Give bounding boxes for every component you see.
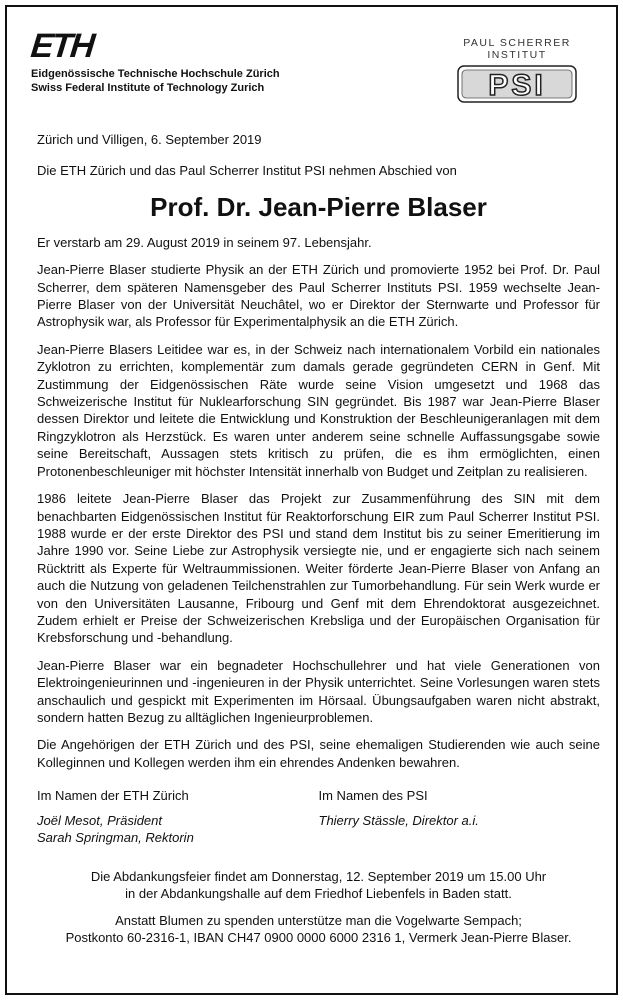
notice-body	[37, 131, 600, 946]
ceremony-info	[37, 868, 600, 902]
paragraph-psi-founding: 1986 leitete Jean-Pierre Blaser das Projekt zur Zusammenführung des SIN mit dem benachbarten Eidgenössischen Institut für Reaktorforschung EIR zum Paul Scherrer Institut PSI. 1988 wurde er der erste Direktor des PSI und stand dem Institut bis zu seiner Emeritierung im Jahre 1990 vor. Seine Liebe zur Astrophysik versiegte nie, und er engagierte sich nach seinem Rücktritt als Experte für Weltraummissionen. Weiter förderte Jean-Pierre Blaser von Anfang an auch die Nutzung von geladenen Teilchenstrahlen zur Tumorbehandlung. Für sein Werk wurde er von den Universitäten Lausanne, Fribourg und Genf mit dem Ehrendoktorat ausgezeichnet. Zudem erhielt er Preise der Schweizerischen Krebsliga und der Europäischen Organisation für Krebsforschung und -behandlung.	[37, 491, 600, 646]
signature-psi-heading: Im Namen des PSI	[318, 788, 428, 804]
ceremony-line-1: Die Abdankungsfeier findet am Donnerstag, 12. September 2019 um 15.00 Uhr	[90, 869, 547, 885]
donation-line-1: Anstatt Blumen zu spenden unterstütze man die Vogelwarte Sempach;	[115, 913, 522, 929]
signature-psi-director: Thierry Stässle, Direktor a.i.	[318, 813, 479, 829]
notice-frame	[5, 5, 618, 995]
paragraph-cyclotron: Jean-Pierre Blasers Leitidee war es, in der Schweiz nach internationalem Vorbild ein nationales Zyklotron zu errichten, komplementär zum damals gerade gegründeten CERN in Genf. Mit Zustimmung der Eidgenössischen Räte wurde seine Vision umgesetzt und 1968 das Schweizerische Institut für Nuklearforschung SIN gegründet. Bis 1987 war Jean-Pierre Blaser dessen Direktor und leitete die Entwicklung und Konstruktion der Beschleunigeranlagen mit dem Ringzyklotron als Herzstück. Es waren unter anderem seine schnelle Auffassungsgabe sowie seine Bereitschaft, Aussagen stets kritisch zu prüfen, die es ihm ermöglichten, einen Protonenbeschleuniger mit höchster Intensität innerhalb von Budget und Zeitplan zu realisieren.	[37, 341, 600, 479]
signature-eth-heading: Im Namen der ETH Zürich	[37, 788, 189, 804]
eth-name-german: Eidgenössische Technische Hochschule Zürich	[31, 68, 280, 80]
signatures	[37, 787, 600, 846]
paragraph-career: Jean-Pierre Blaser studierte Physik an der ETH Zürich und promovierte 1952 bei Prof. Dr. Paul Scherrer, dem späteren Namensgeber des Paul Scherrer Instituts PSI. 1959 wechselte Jean-Pierre Blaser von der Universität Neuchâtel, wo er Direktor der Sternwarte und Professor für Astrophysik war, als Professor für Experimentalphysik an die ETH Zürich.	[37, 262, 600, 330]
psi-logo	[457, 65, 577, 103]
ceremony-line-2: in der Abdankungshalle auf dem Friedhof Liebenfels in Baden statt.	[125, 886, 512, 902]
eth-logo: ETH	[29, 27, 95, 65]
signature-psi	[319, 787, 601, 846]
signature-eth-president: Joël Mesot, Präsident	[37, 813, 163, 829]
donation-info	[37, 912, 600, 946]
deceased-name: Prof. Dr. Jean-Pierre Blaser	[150, 191, 487, 222]
intro-line: Die ETH Zürich und das Paul Scherrer Institut PSI nehmen Abschied von	[37, 163, 457, 179]
death-date-line: Er verstarb am 29. August 2019 in seinem 97. Lebensjahr.	[37, 234, 372, 250]
footer	[37, 868, 600, 946]
psi-header	[442, 37, 592, 108]
psi-name: PAUL SCHERRER INSTITUT	[463, 37, 571, 61]
paragraph-teaching: Jean-Pierre Blaser war ein begnadeter Hochschullehrer und hat viele Generationen von Elektroingenieurinnen und -ingenieuren in der Physik unterrichtet. Seine Vorlesungen waren stets anschaulich und gespickt mit Experimenten im Hörsaal. Übungsaufgaben waren nicht abstrakt, sondern hatten Bezug zu alltäglichen Ingenieurproblemen.	[37, 657, 600, 725]
signature-eth-rector: Sarah Springman, Rektorin	[37, 830, 194, 846]
donation-line-2: Postkonto 60-2316-1, IBAN CH47 0900 0000 6000 2316 1, Vermerk Jean-Pierre Blaser.	[65, 930, 572, 946]
svg-text:PSI: PSI	[488, 69, 546, 102]
paragraph-remembrance: Die Angehörigen der ETH Zürich und des PSI, seine ehemaligen Studierenden wie auch seine Kolleginnen und Kollegen werden ihm ein ehrendes Andenken bewahren.	[37, 737, 600, 770]
signature-eth	[37, 787, 319, 846]
date-line: Zürich und Villigen, 6. September 2019	[37, 132, 262, 147]
eth-header	[29, 27, 280, 95]
eth-name-english: Swiss Federal Institute of Technology Zurich	[31, 82, 265, 94]
